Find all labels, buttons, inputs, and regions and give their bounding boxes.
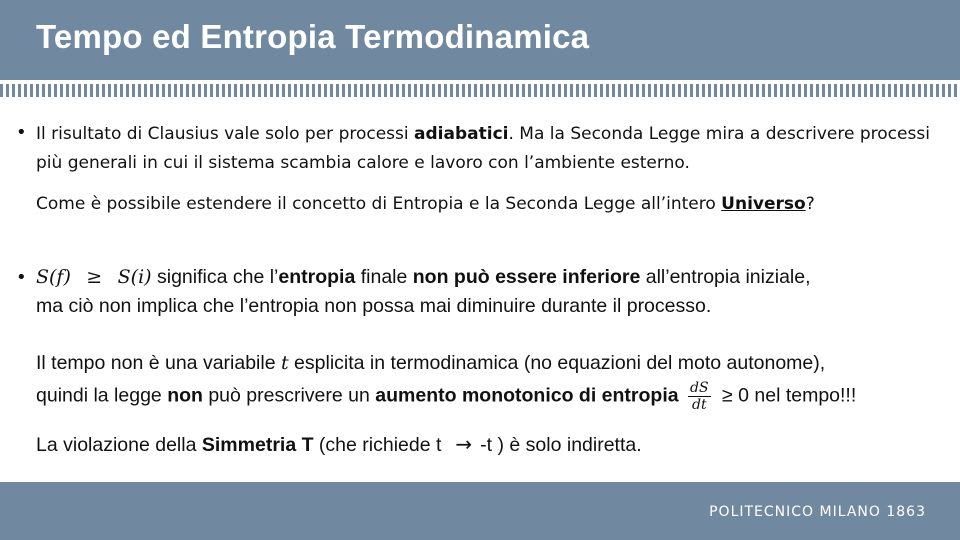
entropy-inequality-line <box>36 266 811 289</box>
title-banner <box>0 0 960 80</box>
line1-text-2: finale <box>355 266 413 288</box>
line4-bold-aumento: aumento monotonico di entropia <box>375 384 679 407</box>
clausius-paragraph <box>36 120 956 178</box>
math-t: t <box>281 352 289 374</box>
politecnico-logo: POLITECNICO MILANO 1863 <box>709 504 926 520</box>
line4-text-3: ≥ 0 nel tempo!!! <box>722 384 857 407</box>
geq-symbol: ≥ <box>86 266 103 288</box>
right-arrow-icon: → <box>455 432 473 456</box>
line5-text-3: -t ) è solo indiretta. <box>480 434 642 456</box>
decorative-stripe <box>0 84 960 97</box>
line1-bold-entropia: entropia <box>278 266 356 288</box>
bullet-1: • <box>16 122 27 143</box>
line1-text-3: all’entropia iniziale, <box>640 266 811 288</box>
line5-text-2: (che richiede t <box>313 434 442 456</box>
line1-bold-non-inferiore: non può essere inferiore <box>412 266 641 288</box>
line4-bold-non: non <box>167 384 203 407</box>
ds-dt-fraction <box>688 380 711 413</box>
p2-text-c: ? <box>805 194 815 214</box>
monotonic-entropy-line <box>36 380 856 413</box>
line4-text-1: quindi la legge <box>36 384 168 407</box>
line5-text-1: La violazione della <box>36 434 202 456</box>
footer-banner <box>0 482 960 540</box>
slide-title: Tempo ed Entropia Termodinamica <box>36 18 590 55</box>
universe-question <box>36 192 936 216</box>
fraction-denominator: dt <box>692 397 707 413</box>
p1-text-c: . Ma la Seconda Legge mira a descrivere processi più generali in cui il sistema scambia calore e lavoro con l’ambiente esterno. <box>36 124 930 173</box>
line1-text-1: significa che l’ <box>156 266 279 288</box>
p1-bold-adiabatici: adiabatici <box>414 124 509 144</box>
bullet-2: • <box>16 267 27 288</box>
math-s-final: S(f) <box>36 266 71 288</box>
p2-text-a: Come è possibile estendere il concetto di Entropia e la Seconda Legge all’intero <box>36 194 722 214</box>
time-variable-line <box>36 352 825 375</box>
line4-text-2: può prescrivere un <box>202 384 376 407</box>
fraction-numerator: dS <box>690 380 709 396</box>
t-symmetry-line <box>36 432 642 457</box>
entropy-decrease-line: ma ciò non implica che l’entropia non possa mai diminuire durante il processo. <box>36 295 712 317</box>
math-s-initial: S(i) <box>117 266 152 288</box>
line3-text-2: esplicita in termodinamica (no equazioni del moto autonome), <box>288 352 826 374</box>
line5-bold-simmetria: Simmetria T <box>201 434 314 456</box>
p2-bold-universo: Universo <box>721 194 806 214</box>
p1-text-a: Il risultato di Clausius vale solo per processi <box>36 124 415 144</box>
line3-text-1: Il tempo non è una variabile <box>36 352 281 374</box>
